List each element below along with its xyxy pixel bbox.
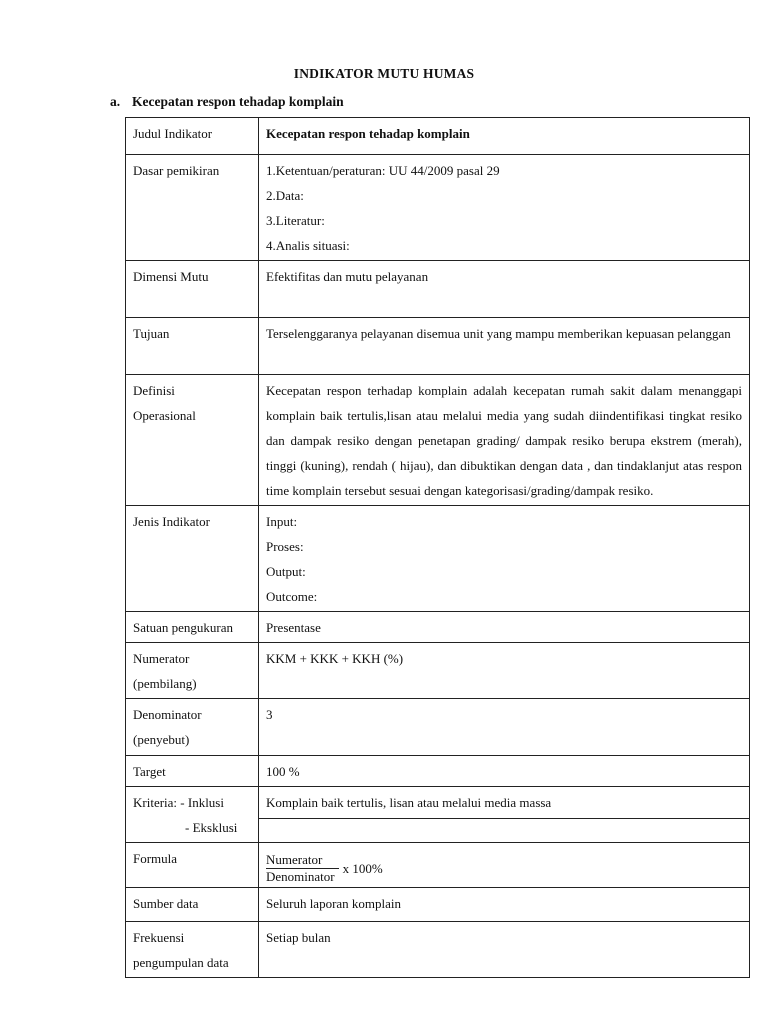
label-frekuensi [126,922,259,978]
definisi-label-line: Operasional [133,408,196,423]
value-denominator: 3 [259,699,750,756]
label-target: Target [126,756,259,787]
row-frekuensi [126,922,750,978]
label-dimensi: Dimensi Mutu [126,261,259,318]
row-sumber [126,888,750,922]
formula-expression [266,852,383,885]
row-tujuan [126,318,750,375]
formula-fraction [266,852,339,885]
row-definisi [126,375,750,506]
value-sumber: Seluruh laporan komplain [259,888,750,922]
row-denominator [126,699,750,756]
section-letter: a. [110,94,121,109]
label-judul: Judul Indikator [126,118,259,155]
value-definisi: Kecepatan respon terhadap komplain adalah kecepatan rumah sakit dalam menanggapi komplain baik tertulis,lisan atau melalui media yang sudah diindentifikasi tingkat resiko dan dampak resiko dengan penetapan grading/ dampak resiko berupa ekstrem (merah), tinggi (kuning), rendah ( hijau), dan dibuktikan dengan data , dan tindaklanjut atas respon time komplain tersebut sesuai dengan kategorisasi/grading/dampak resiko. [259,375,750,506]
numerator-label-line: Numerator [133,651,190,666]
label-formula: Formula [126,843,259,888]
formula-multiplier: x 100% [342,861,383,876]
label-tujuan: Tujuan [126,318,259,375]
value-target: 100 % [259,756,750,787]
label-satuan: Satuan pengukuran [126,612,259,643]
value-judul: Kecepatan respon tehadap komplain [259,118,750,155]
row-formula [126,843,750,888]
denominator-label-line: (penyebut) [133,732,190,747]
kriteria-label-line: - Eksklusi [185,820,238,835]
dasar-line: 2.Data: [266,188,304,203]
value-kriteria-eksklusi [259,818,750,842]
value-tujuan: Terselenggaranya pelayanan disemua unit yang mampu memberikan kepuasan pelanggan [259,318,750,375]
value-frekuensi: Setiap bulan [259,922,750,978]
denominator-label-line: Denominator [133,707,202,722]
formula-numerator: Numerator [266,852,339,869]
row-dasar [126,155,750,261]
jenis-line: Output: [266,564,306,579]
row-kriteria-inklusi [126,787,750,819]
label-definisi [126,375,259,506]
label-numerator [126,643,259,699]
value-dasar [259,155,750,261]
value-dimensi: Efektifitas dan mutu pelayanan [259,261,750,318]
label-denominator [126,699,259,756]
section-title: Kecepatan respon tehadap komplain [132,94,344,109]
value-jenis [259,506,750,612]
formula-denominator: Denominator [266,869,335,884]
dasar-line: 4.Analis situasi: [266,238,350,253]
label-sumber: Sumber data [126,888,259,922]
row-jenis [126,506,750,612]
frekuensi-label-line: pengumpulan data [133,955,229,970]
value-satuan: Presentase [259,612,750,643]
row-satuan [126,612,750,643]
dasar-line: 1.Ketentuan/peraturan: UU 44/2009 pasal 29 [266,163,500,178]
kriteria-label-line: Kriteria: - Inklusi [133,795,224,810]
row-judul [126,118,750,155]
jenis-line: Proses: [266,539,304,554]
jenis-line: Input: [266,514,298,529]
section-heading [110,94,344,110]
frekuensi-label-line: Frekuensi [133,930,185,945]
row-numerator [126,643,750,699]
jenis-line: Outcome: [266,589,318,604]
numerator-label-line: (pembilang) [133,676,197,691]
label-jenis: Jenis Indikator [126,506,259,612]
label-dasar: Dasar pemikiran [126,155,259,261]
indicator-table [125,117,750,978]
document-title: INDIKATOR MUTU HUMAS [293,66,475,81]
row-dimensi [126,261,750,318]
dasar-line: 3.Literatur: [266,213,325,228]
value-formula [259,843,750,888]
value-numerator: KKM + KKK + KKH (%) [259,643,750,699]
label-kriteria [126,787,259,843]
definisi-label-line: Definisi [133,383,175,398]
row-target [126,756,750,787]
value-kriteria-inklusi: Komplain baik tertulis, lisan atau melalui media massa [259,787,750,819]
